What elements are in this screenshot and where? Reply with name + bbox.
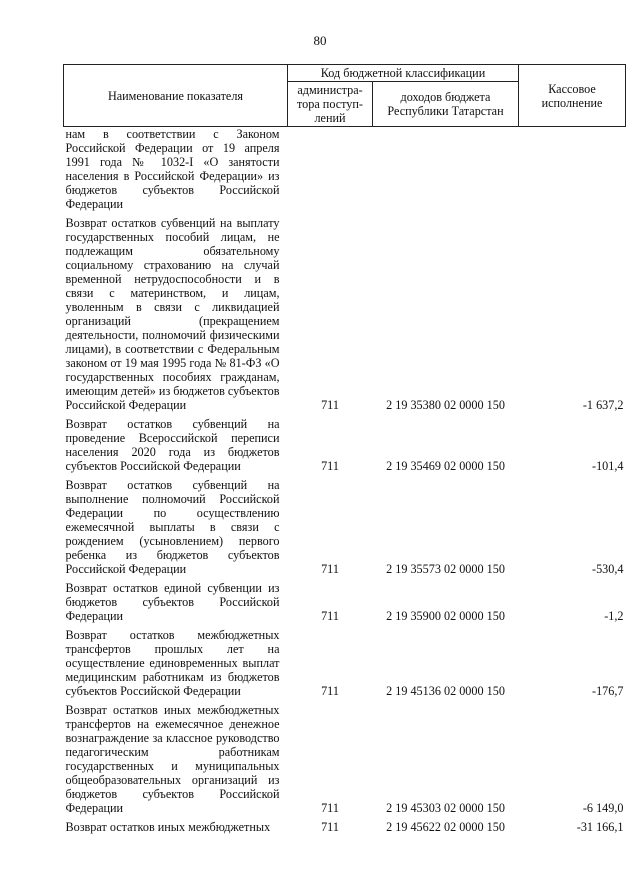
row-cash-execution: -176,7 [592,684,624,698]
row-indicator-name: Возврат остатков субвенций на проведение Всероссийской переписи населения 2020 года из бюджетов субъектов Российской Федерации [65,417,280,473]
table-row [64,698,626,815]
budget-table [63,64,626,834]
row-administrator-code [288,127,373,212]
row-administrator-code: 711 [321,459,339,473]
header-revenue-administrator: администра-тора поступ-лений [288,82,373,127]
table-body [64,127,626,835]
row-administrator-code: 711 [321,684,339,698]
row-revenue-code: 2 19 35380 02 0000 150 [386,398,505,412]
row-administrator-code: 711 [321,562,339,576]
row-administrator-code: 711 [321,801,339,815]
table-row [64,623,626,698]
row-administrator-code: 711 [321,609,339,623]
row-revenue-code: 2 19 45303 02 0000 150 [386,801,505,815]
table-row [64,576,626,623]
header-cash-execution: Кассовое исполнение [519,65,626,127]
table-header [64,65,626,127]
row-revenue-code: 2 19 45136 02 0000 150 [386,684,505,698]
row-indicator-name: Возврат остатков иных межбюджетных трансфертов на ежемесячное денежное вознаграждение за классное руководство педагогическим работникам государственных и муниципальных общеобразовательных организаций из бюджетов субъектов Российской Федерации [65,703,280,815]
row-indicator-name: Возврат остатков субвенций на выполнение полномочий Российской Федерации по осуществлению ежемесячной выплаты в связи с рождением (усыновлением) первого ребенка из бюджетов субъектов Российской Федерации [65,478,280,576]
row-cash-execution: -6 149,0 [582,801,624,815]
row-revenue-code: 2 19 45622 02 0000 150 [386,820,505,834]
row-cash-execution [519,127,626,212]
row-administrator-code: 711 [321,820,339,834]
row-indicator-name: Возврат остатков субвенций на выплату государственных пособий лицам, не подлежащим обязательному социальному страхованию на случай временной нетрудоспособности и в связи с материнством, и лицам, уволенным в связи с ликвидацией организаций (прекращением деятельности, полномочий физическими лицами), в соответствии с Федеральным законом от 19 мая 1995 года № 81-ФЗ «О государственных пособиях гражданам, имеющим детей» из бюджетов субъектов Российской Федерации [65,216,280,412]
row-cash-execution: -101,4 [592,459,624,473]
row-indicator-name: Возврат остатков межбюджетных трансфертов прошлых лет на осуществление единовременных выплат медицинским работникам из бюджетов субъектов Российской Федерации [65,628,280,698]
table-row [64,473,626,576]
table-row [64,127,626,212]
row-indicator-name: Возврат остатков иных межбюджетных [65,820,271,834]
row-revenue-code [373,127,519,212]
row-cash-execution: -1,2 [604,609,624,623]
table-row [64,211,626,412]
header-budget-classification-code: Код бюджетной классификации [288,65,519,82]
row-revenue-code: 2 19 35900 02 0000 150 [386,609,505,623]
row-cash-execution: -31 166,1 [576,820,624,834]
row-indicator-name: Возврат остатков единой субвенции из бюджетов субъектов Российской Федерации [65,581,280,623]
header-indicator-name: Наименование показателя [64,65,288,127]
page-number: 80 [313,33,327,48]
row-cash-execution: -530,4 [592,562,624,576]
table-row [64,815,626,834]
table-row [64,412,626,473]
row-revenue-code: 2 19 35469 02 0000 150 [386,459,505,473]
row-administrator-code: 711 [321,398,339,412]
header-republic-budget-revenue: доходов бюджета Республики Татарстан [373,82,519,127]
row-cash-execution: -1 637,2 [582,398,624,412]
row-revenue-code: 2 19 35573 02 0000 150 [386,562,505,576]
row-indicator-name: нам в соответствии с Законом Российской Федерации от 19 апреля 1991 года № 1032-I «О занятости населения в Российской Федерации» из бюджетов субъектов Российской Федерации [65,127,280,211]
